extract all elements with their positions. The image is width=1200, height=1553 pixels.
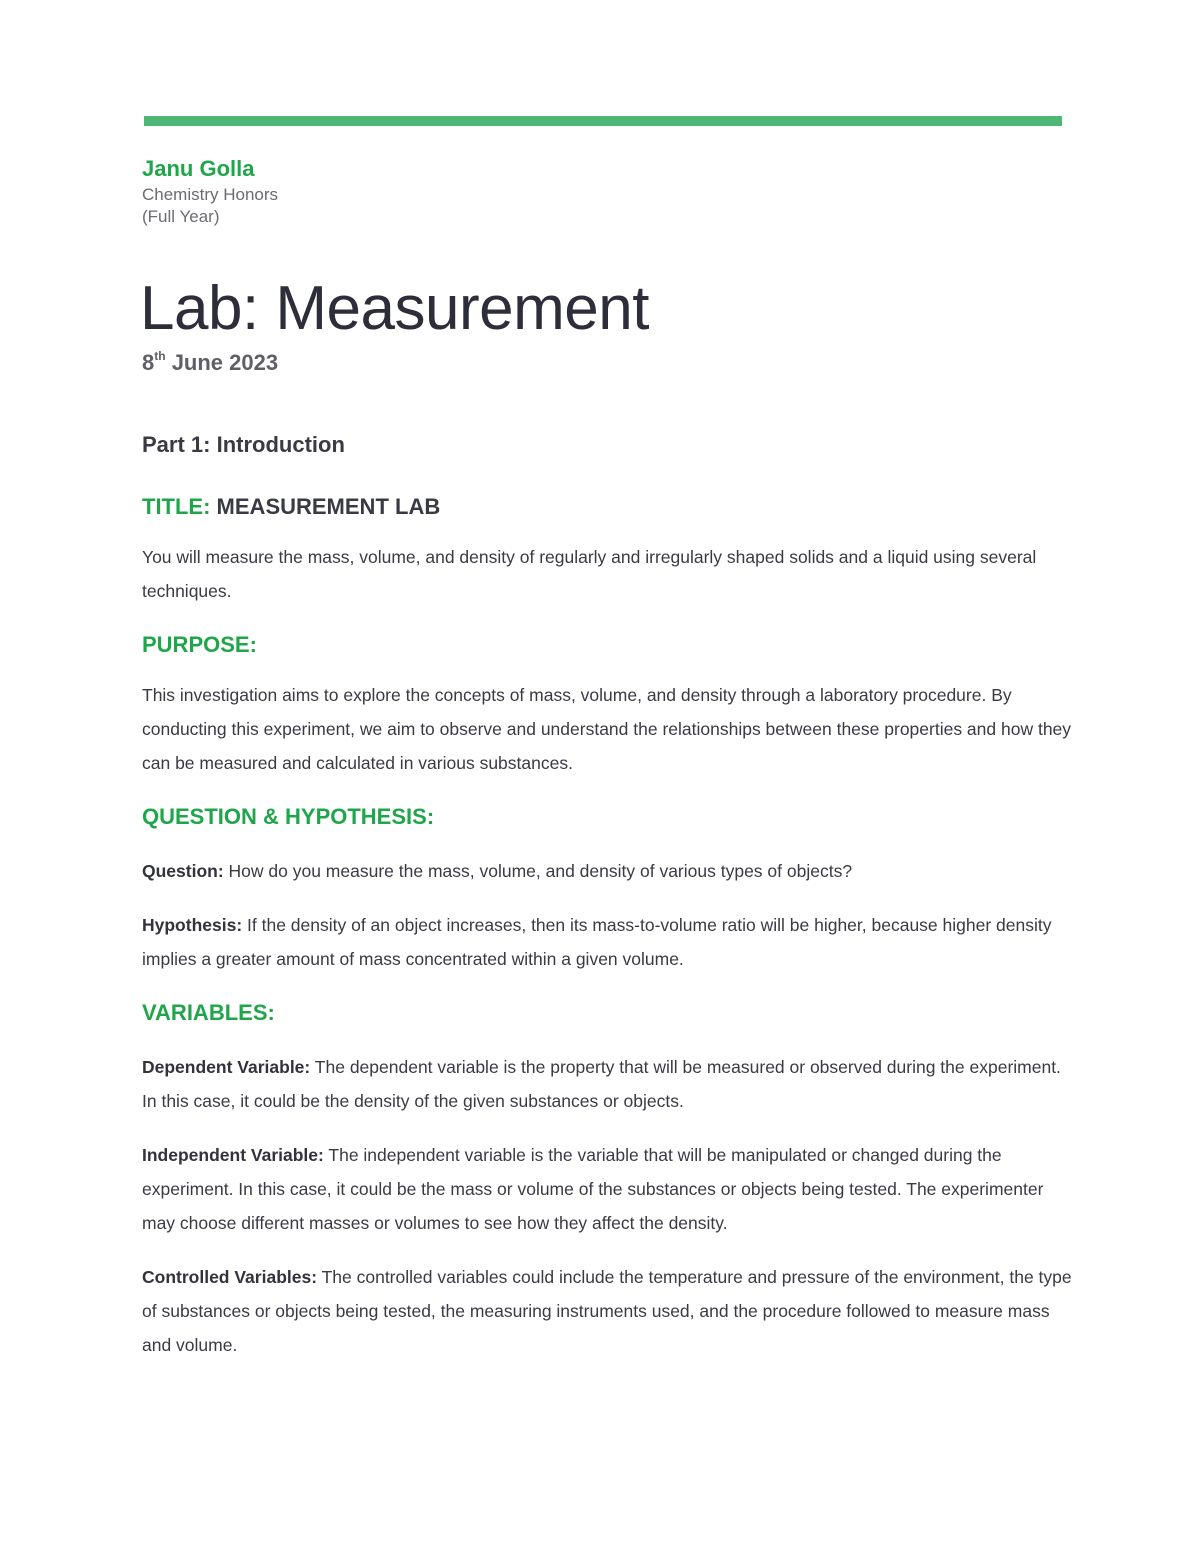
- title-section-body: You will measure the mass, volume, and density of regularly and irregularly shaped solids and a liquid using several techniques.: [142, 547, 1037, 601]
- independent-variable-paragraph: [142, 1138, 1072, 1240]
- hypothesis-paragraph: [142, 908, 1072, 976]
- dependent-variable-label: Dependent Variable:: [142, 1057, 311, 1077]
- controlled-variables-text: The controlled variables could include the temperature and pressure of the environment, the type of substances or objects being tested, the measuring instruments used, and the procedure followed to measure mass and volume.: [142, 1267, 1072, 1355]
- controlled-variables-label: Controlled Variables:: [142, 1267, 318, 1287]
- title-section-heading: [142, 490, 1072, 524]
- dependent-variable-paragraph: [142, 1050, 1072, 1118]
- title-value: MEASUREMENT LAB: [210, 494, 441, 519]
- purpose-heading: PURPOSE:: [142, 632, 257, 657]
- purpose-body: This investigation aims to explore the concepts of mass, volume, and density through a laboratory procedure. By conducting this experiment, we aim to observe and understand the relationships between these properties and how they can be measured and calculated in various substances.: [142, 685, 1072, 773]
- course-term: (Full Year): [142, 207, 220, 226]
- date-suffix: th: [154, 348, 166, 363]
- independent-variable-label: Independent Variable:: [142, 1145, 324, 1165]
- controlled-variables-paragraph: [142, 1260, 1072, 1362]
- author-name: Janu Golla: [142, 156, 255, 181]
- question-hypothesis-heading: QUESTION & HYPOTHESIS:: [142, 804, 435, 829]
- dependent-variable-text: The dependent variable is the property that will be measured or observed during the experiment. In this case, it could be the density of the given substances or objects.: [142, 1057, 1061, 1111]
- independent-variable-text: The independent variable is the variable that will be manipulated or changed during the experiment. In this case, it could be the mass or volume of the substances or objects being tested. The experimenter may choose different masses or volumes to see how they affect the density.: [142, 1145, 1044, 1233]
- hypothesis-label: Hypothesis:: [142, 915, 243, 935]
- question-text: How do you measure the mass, volume, and density of various types of objects?: [223, 861, 853, 881]
- variables-heading: VARIABLES:: [142, 1000, 275, 1025]
- course-name: Chemistry Honors: [142, 185, 279, 204]
- document-date: [142, 350, 278, 376]
- author-block: [142, 156, 278, 228]
- title-label: TITLE:: [142, 494, 211, 519]
- hypothesis-text: If the density of an object increases, then its mass-to-volume ratio will be higher, because higher density implies a greater amount of mass concentrated within a given volume.: [142, 915, 1052, 969]
- header-accent-bar: [144, 116, 1062, 126]
- part-1-heading: Part 1: Introduction: [142, 432, 345, 457]
- date-rest: June 2023: [165, 350, 279, 375]
- date-day: 8: [142, 350, 155, 375]
- question-label: Question:: [142, 861, 224, 881]
- question-paragraph: [142, 854, 1072, 888]
- document-title: Lab: Measurement: [140, 274, 649, 343]
- document-body: [142, 428, 1072, 1362]
